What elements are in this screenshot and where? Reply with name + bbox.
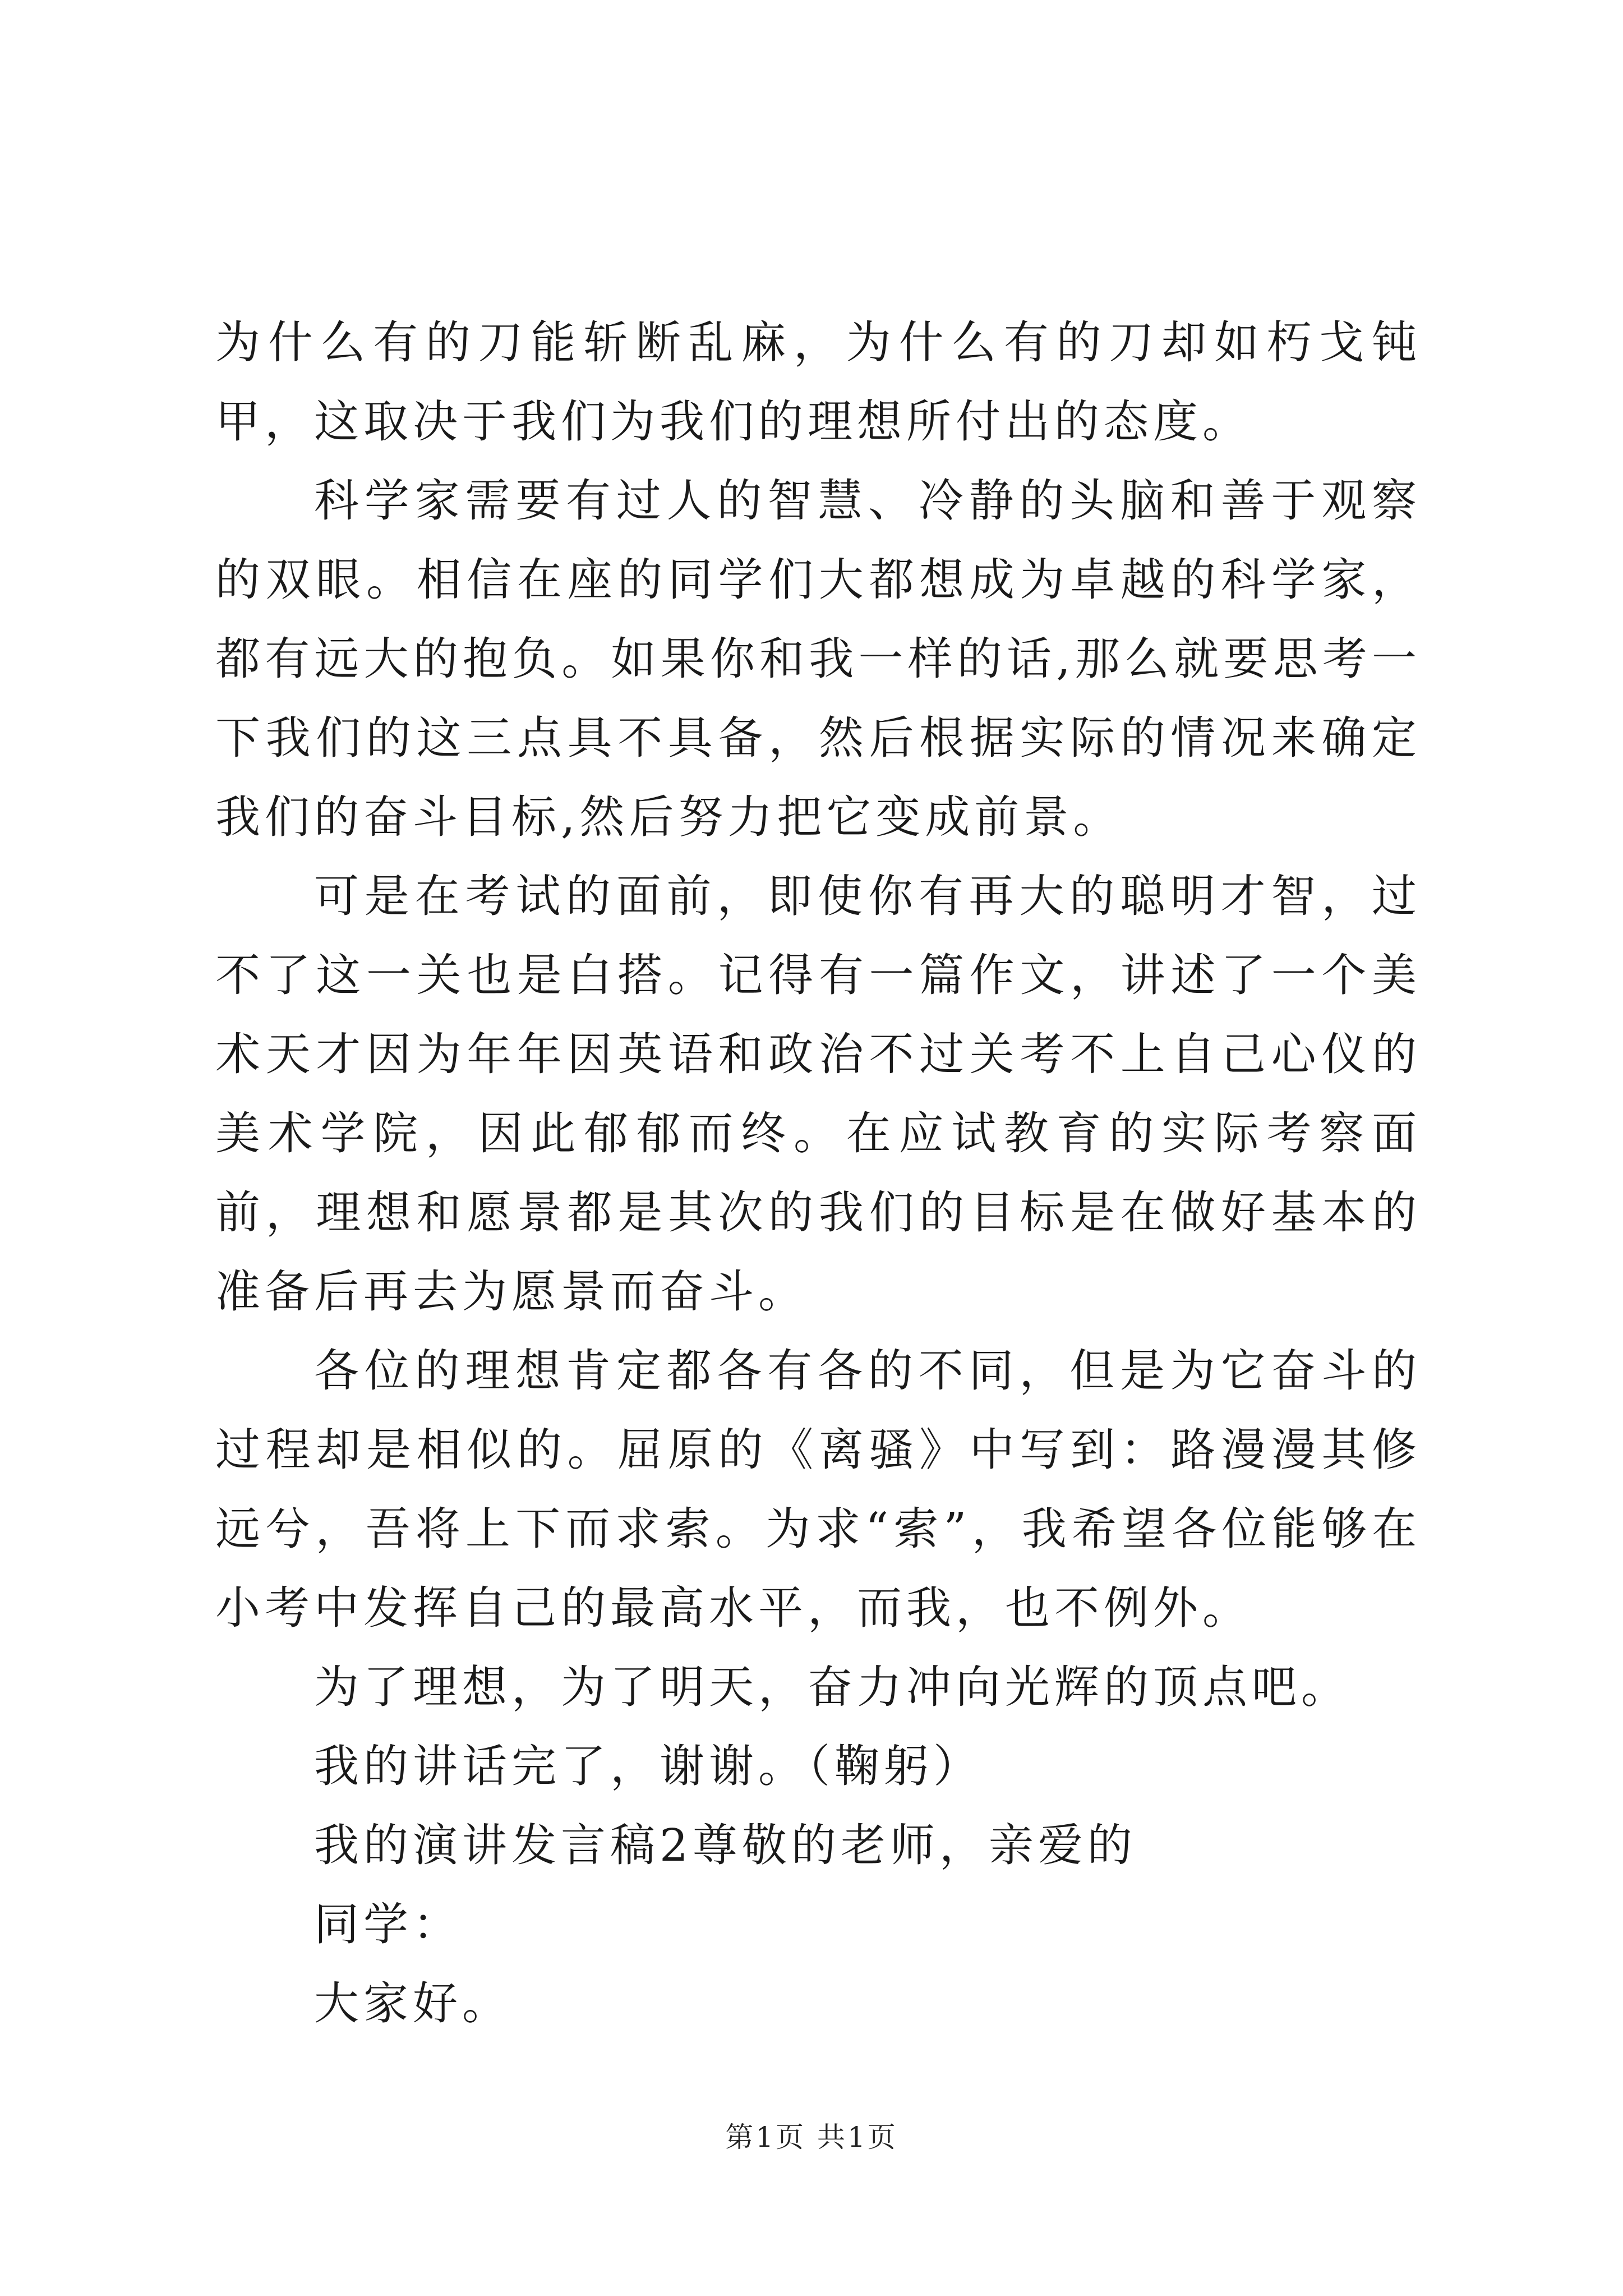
paragraph-scientist: 科学家需要有过人的智慧、冷静的头脑和善于观察的双眼。相信在座的同学们大都想成为卓越的科学家，都有远大的抱负。如果你和我一样的话,那么就要思考一下我们的这三点具不具备，然后根据实际的情况来确定我们的奋斗目标,然后努力把它变成前景。 [215, 475, 1421, 843]
paragraph-greeting: 大家好。 [314, 1977, 511, 2030]
paragraph-call-to-action: 为了理想，为了明天，奋力冲向光辉的顶点吧。 [314, 1661, 1350, 1713]
paragraph-salutation: 同学： [314, 1898, 462, 1950]
paragraph-exam: 可是在考试的面前，即使你有再大的聪明才智，过不了这一关也是白搭。记得有一篇作文，讲述了一个美术天才因为年年因英语和政治不过关考不上自己心仪的美术学院，因此郁郁而终。在应试教育的实际考察面前，理想和愿景都是其次的我们的目标是在做好基本的准备后再去为愿景而奋斗。 [215, 870, 1421, 1318]
paragraph-closing: 我的讲话完了，谢谢。（鞠躬） [314, 1740, 983, 1792]
paragraph-speech-2-title: 我的演讲发言稿2尊敬的老师，亲爱的 [314, 1819, 1137, 1871]
paragraph-continuation: 为什么有的刀能斩断乱麻，为什么有的刀却如朽戈钝甲，这取决于我们为我们的理想所付出的态度。 [215, 316, 1421, 448]
paragraph-ideals: 各位的理想肯定都各有各的不同，但是为它奋斗的过程却是相似的。屈原的《离骚》中写到：路漫漫其修远兮，吾将上下而求索。为求“索”，我希望各位能够在小考中发挥自己的最高水平，而我，也不例外。 [215, 1345, 1421, 1634]
document-body [215, 303, 1421, 2043]
page-footer: 第1页 共1页 [725, 2121, 898, 2154]
